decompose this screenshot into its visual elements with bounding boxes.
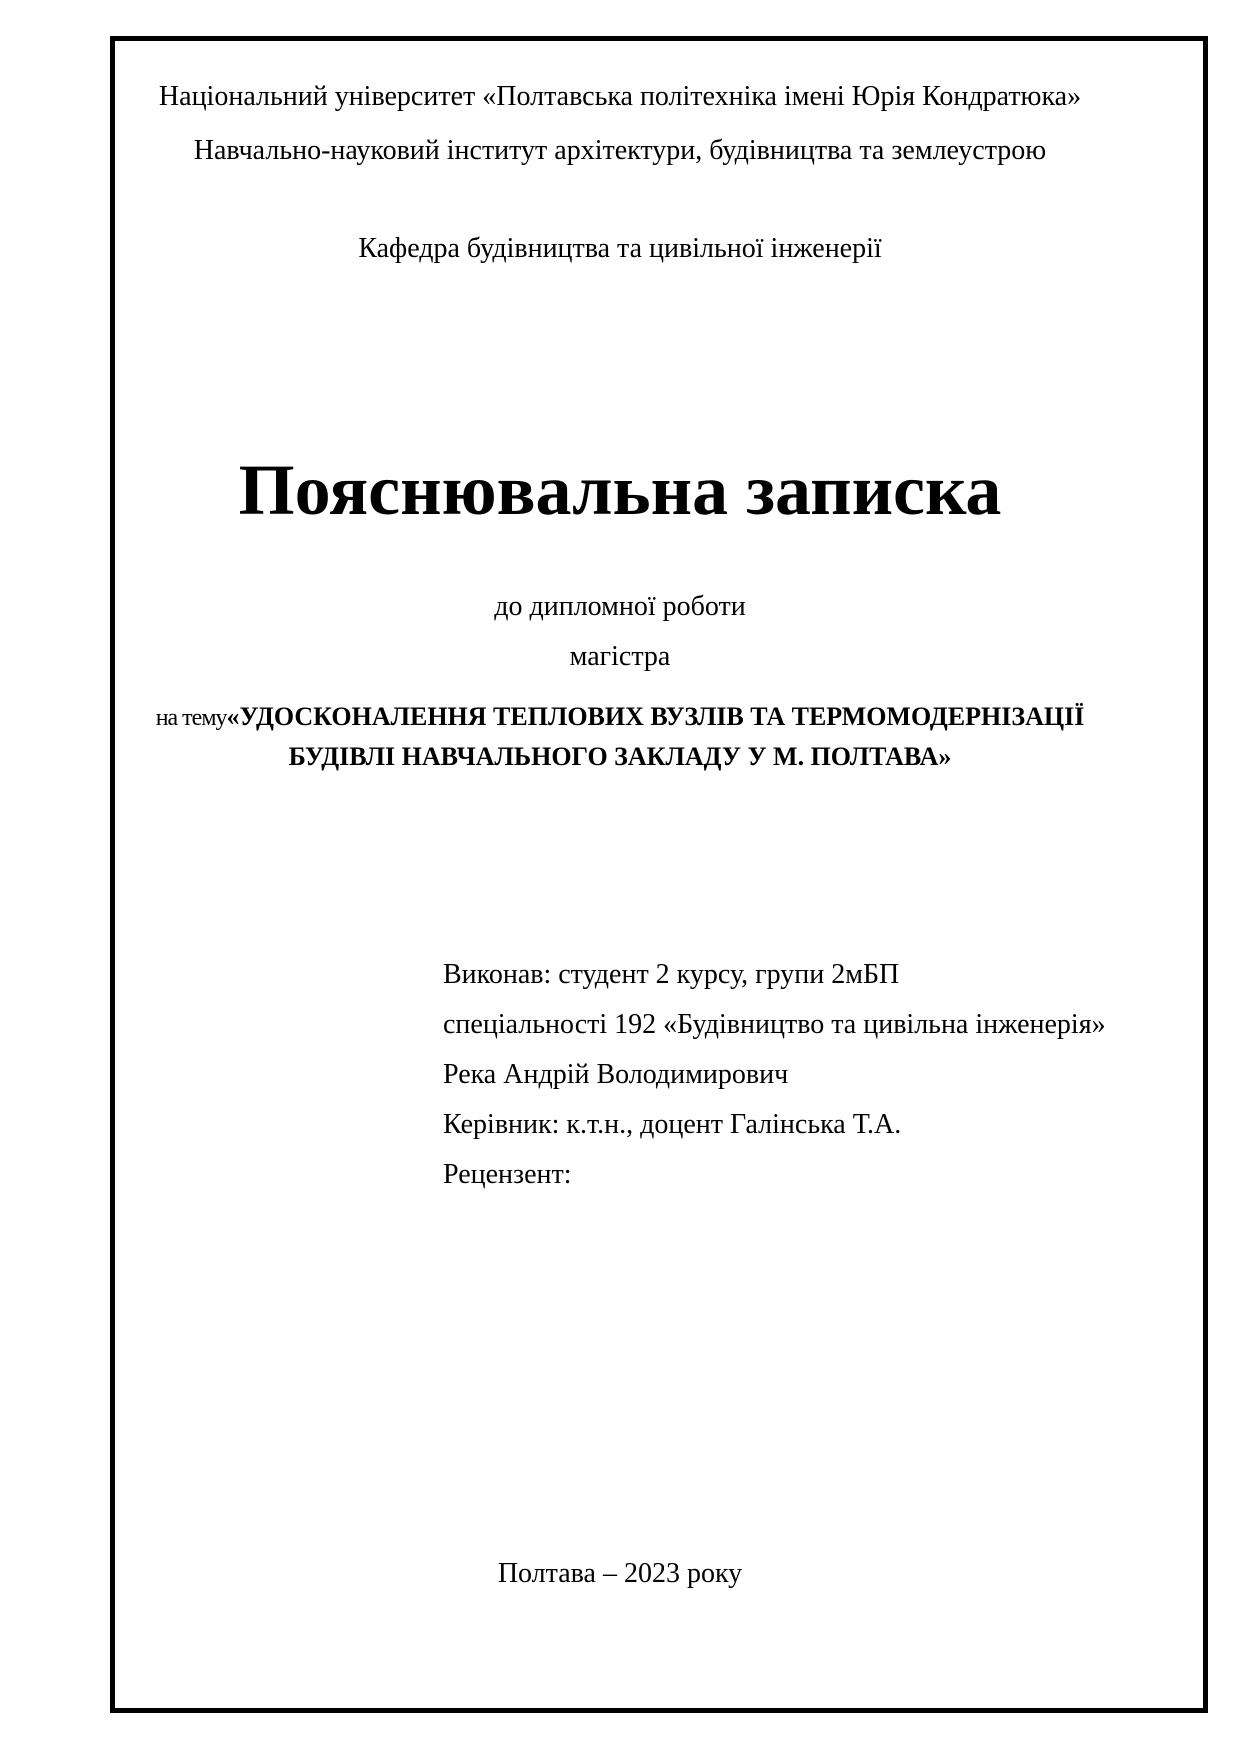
university-name: Національний університет «Полтавська політехніка імені Юрія Кондратюка» [158, 81, 1082, 112]
reviewer: Рецензент: [443, 1159, 572, 1190]
topic-text-1: «УДОСКОНАЛЕННЯ ТЕПЛОВИХ ВУЗЛІВ ТА ТЕРМОМОДЕРНІЗАЦІЇ [226, 702, 1085, 731]
topic-line-2: БУДІВЛІ НАВЧАЛЬНОГО ЗАКЛАДУ У М. ПОЛТАВА» [288, 742, 952, 771]
place-and-year: Полтава – 2023 року [497, 1558, 743, 1589]
topic-lead: на тему [155, 705, 227, 731]
subtitle-line-2: магістра [569, 641, 671, 672]
topic-line-1 [0, 700, 1240, 735]
page-border-frame [110, 36, 1208, 1713]
specialty: спеціальності 192 «Будівництво та цивільна інженерія» [443, 1009, 1106, 1040]
supervisor: Керівник: к.т.н., доцент Галінська Т.А. [443, 1109, 902, 1140]
student-name: Река Андрій Володимирович [443, 1059, 789, 1090]
author-info-block [443, 950, 1106, 1200]
document-title: Пояснювальна записка [238, 450, 1002, 530]
subtitle-line-1: до дипломної роботи [494, 591, 746, 622]
institute-name: Навчально-науковий інститут архітектури, будівництва та землеустрою [193, 135, 1047, 166]
department-name: Кафедра будівництва та цивільної інженерії [358, 233, 882, 264]
performed-by: Виконав: студент 2 курсу, групи 2мБП [443, 959, 900, 990]
